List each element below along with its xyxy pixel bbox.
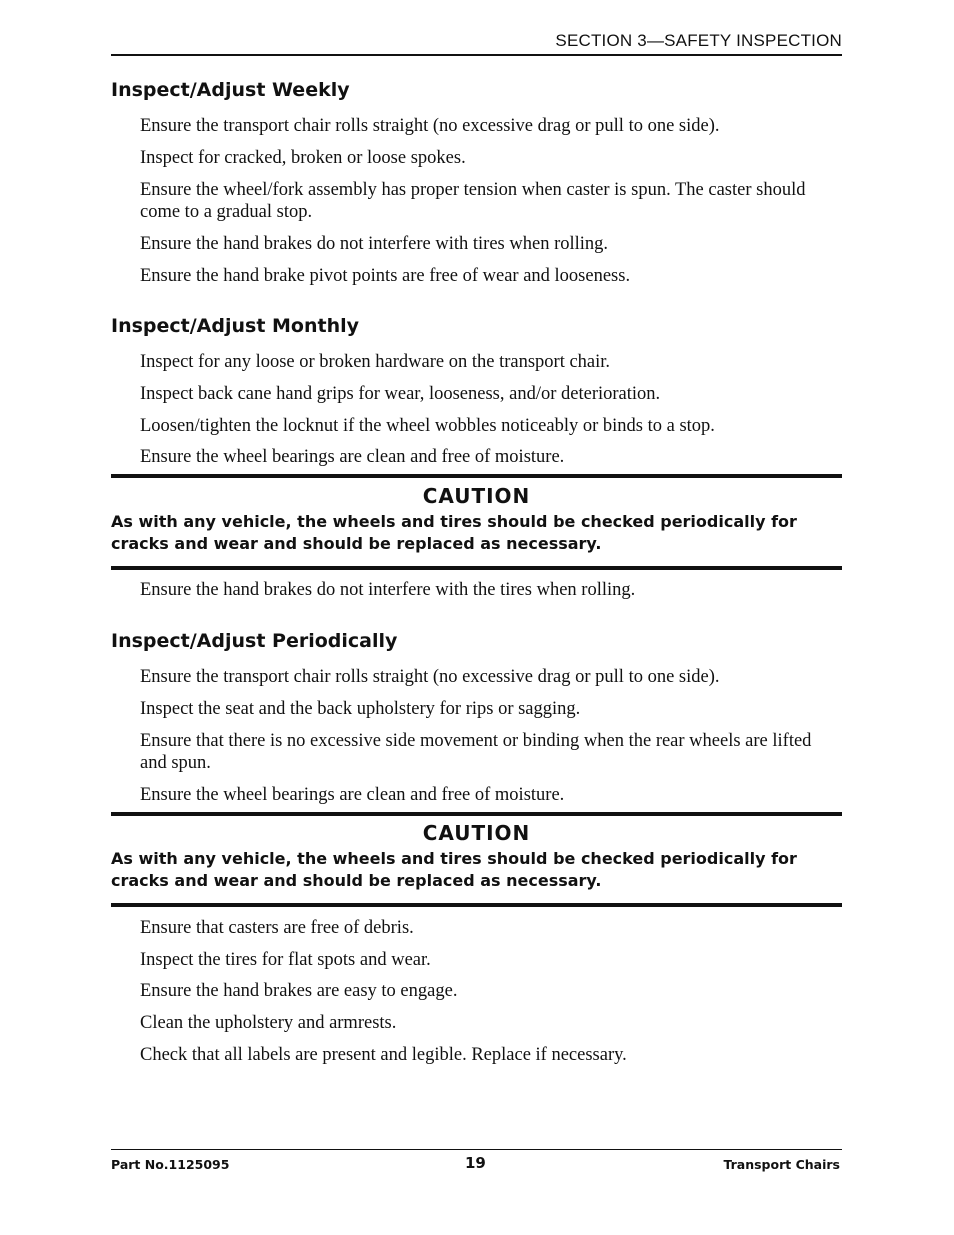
periodic-item-1: Ensure the transport chair rolls straight (no excessive drag or pull to one side). (140, 667, 720, 687)
footer-product: Transport Chairs (723, 1157, 840, 1172)
periodic-item-2: Inspect the seat and the back upholstery for rips or sagging. (140, 699, 581, 719)
section-header: SECTION 3—SAFETY INSPECTION (555, 31, 842, 50)
caution-title: CAUTION (422, 484, 531, 508)
periodic-item-3: Ensure that there is no excessive side movement or binding when the rear wheels are lifted and spun. (140, 731, 812, 773)
periodic-item-4: Ensure the wheel bearings are clean and free of moisture. (140, 785, 565, 805)
weekly-item-2: Inspect for cracked, broken or loose spokes. (140, 148, 466, 168)
weekly-item-1: Ensure the transport chair rolls straight (no excessive drag or pull to one side). (140, 116, 720, 136)
caution-rule-bottom (111, 566, 842, 570)
caution-title-2: CAUTION (422, 821, 531, 845)
caution-text-2: As with any vehicle, the wheels and tires should be checked periodically for cracks and wear and should be replaced as necessary. (111, 849, 797, 890)
caution-rule-bottom-2 (111, 903, 842, 907)
caution-text: As with any vehicle, the wheels and tires should be checked periodically for cracks and wear and should be replaced as necessary. (111, 512, 797, 553)
footer-page-number: 19 (465, 1154, 486, 1172)
weekly-item-4: Ensure the hand brakes do not interfere with tires when rolling. (140, 234, 609, 254)
periodic-after-item-2: Inspect the tires for flat spots and wear. (140, 950, 431, 970)
weekly-item-3: Ensure the wheel/fork assembly has proper tension when caster is spun. The caster should come to a gradual stop. (140, 180, 806, 222)
weekly-item-5: Ensure the hand brake pivot points are free of wear and looseness. (140, 266, 631, 286)
monthly-item-3: Loosen/tighten the locknut if the wheel wobbles noticeably or binds to a stop. (140, 416, 715, 436)
periodic-after-item-4: Clean the upholstery and armrests. (140, 1013, 397, 1033)
monthly-after-caution: Ensure the hand brakes do not interfere with the tires when rolling. (140, 580, 636, 600)
heading-weekly: Inspect/Adjust Weekly (111, 79, 350, 101)
heading-monthly: Inspect/Adjust Monthly (111, 315, 360, 337)
caution-rule-top-2 (111, 812, 842, 816)
monthly-item-1: Inspect for any loose or broken hardware on the transport chair. (140, 352, 611, 372)
caution-rule-top (111, 474, 842, 478)
heading-periodically: Inspect/Adjust Periodically (111, 630, 398, 652)
periodic-after-item-1: Ensure that casters are free of debris. (140, 918, 414, 938)
periodic-after-item-3: Ensure the hand brakes are easy to engage. (140, 981, 458, 1001)
monthly-item-4: Ensure the wheel bearings are clean and free of moisture. (140, 447, 565, 467)
monthly-item-2: Inspect back cane hand grips for wear, looseness, and/or deterioration. (140, 384, 661, 404)
footer-part-number: Part No.1125095 (111, 1157, 230, 1172)
footer-rule (111, 1149, 842, 1150)
periodic-after-item-5: Check that all labels are present and legible. Replace if necessary. (140, 1045, 627, 1065)
header-rule (111, 54, 842, 56)
